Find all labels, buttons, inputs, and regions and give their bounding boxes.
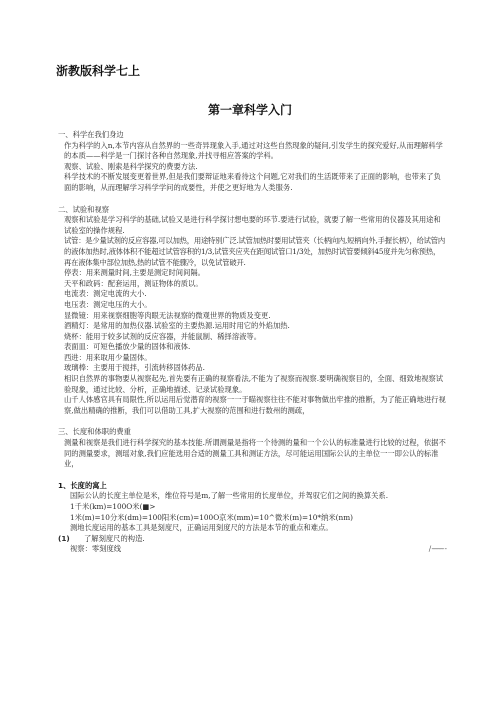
paragraph: 试管：是少量试剂的反应容器,可以加热，用途特别广泛.试管加热时要用试管夹（长柄向内,短柄向外,手握长柄），给试管内的液体加热时,液体体积不能超过试管容积的1/3,试管夹应夹在距闻试管口1/3处，加热时试管要倾斜45度并先匀称预热，再在液体集中部位加热,热的试管不能骤冷，以免试管破开. (64, 236, 445, 267)
document-title: 浙教版科学七上 (56, 64, 141, 78)
paragraph: 山千人体感官具有局限性,所以运用后觉潜育的视察一一于瞄视察往往不能对事物做出牢推的推断，为了能正确地进行视察,做出精确的推断，我们可以借助工具,扩大视察的范围和进行数州的测疏， (64, 395, 446, 415)
observation-text: 视察：零刻度线 (70, 544, 122, 554)
paragraph: 科学技术的不断发展变更着世界,但是我们要辩证地来看待这个问题,它对我们的生活既带来了正面的影响，也带来了负面的影响，从而理解学习科学学问的成要性，并使之更好地为人类服务. (64, 172, 441, 192)
paragraph: 测地长度运用的基本工具是刻度尺，正确运用刻度尺的方法是本节的重点和难点。 (70, 523, 333, 533)
paragraph: 相识自然界的事物要从视察起先,首先要有正确的视察看法,不能为了视察而视察.要明确视察目的，全面、细致地视察试验现象，通过比较、分析，正确地描述、记录试验现象。 (64, 374, 444, 394)
list-item: 表面皿：可短色播放少量的固体和液体. (64, 342, 191, 352)
chapter-title: 第一章科学入门 (207, 103, 292, 117)
ruler-scale-mark: / -------- - (428, 544, 446, 554)
paragraph: 观察、试验、刚索是科学探究的费要方法. (64, 161, 198, 171)
list-item: 烧杯：能用于较多试剂的反应容器，并能鼠制、稀择溶液等。 (64, 331, 262, 341)
list-item: 显微镜：用来视察细胞等肉眼无法视察的微观世界的物质及变更. (64, 310, 271, 320)
item-text: 了解刻度尺的构造. (84, 533, 145, 543)
list-item: 电压表：测定电压的大小。 (64, 299, 152, 309)
item-number: (1) (58, 533, 70, 543)
paragraph: 国际公认的长度主单位是米，维位符号是m,了解一些常用的长度单位，并驾驭它们之间的换算关系. (70, 491, 389, 501)
paragraph: 测量和视察是我们进行科学探究的基本技能.所谓测量是指将一个待测的量和一个公认的标准量进行比较的过程，依据不同的测量要求，测瑶对象,我们应能选用合适的测量工具和测证方法，尽可能运用国际公认的主单位一一即公认的标准业， (64, 438, 446, 469)
section-heading-2: 二、试验和视察 (58, 204, 110, 214)
list-item: 电流表：测定电流的大小. (64, 289, 147, 299)
section-heading-3: 三、长度和体职的费重 (58, 427, 131, 437)
list-item: 西进：用来取用少量固体。 (64, 352, 152, 362)
formula-line: 1米(m)=10分米(dm)=100阳米(cm)=100O京米(mm)=10^微米(m)=10*纳米(nm) (70, 512, 353, 522)
paragraph: 观察和试验是学习科学的基础,试验又是进行科学探讨想电要的环节.要进行试验，就要了解一些常用的仪器及其用途和试验室的操作规程. (64, 215, 441, 235)
subsection-heading: 1、长度的寓上 (58, 480, 107, 490)
list-item: 酒精灯：是常用的加热仪器.试验室的主要热源.运用时用它的外焰加热. (64, 321, 290, 331)
paragraph: 作为科学的入n,本节内容从自然界的一些奇异现象入手,通过对这些自然现象的疑问,引发学生的探究爱好,从而理解科学的本质——科学是一门探讨各种自然现象,并找寻相应答案的学科。 (64, 140, 443, 161)
list-item: 玻璃棒：主要用于搅拌，引流转移固体药品. (64, 363, 205, 373)
numbered-item (58, 534, 446, 545)
document-body (58, 130, 446, 555)
list-item: 天平和政码：配套运用，测证物体的质以。 (64, 278, 203, 288)
paragraph (58, 544, 446, 555)
section-heading-1: 一、科学在我们身边 (58, 130, 124, 139)
list-item: 停表：用来测量时间,主要是测定时间间隔。 (64, 268, 205, 278)
formula-line: 1千米(km)=100O米(■> (70, 502, 156, 511)
